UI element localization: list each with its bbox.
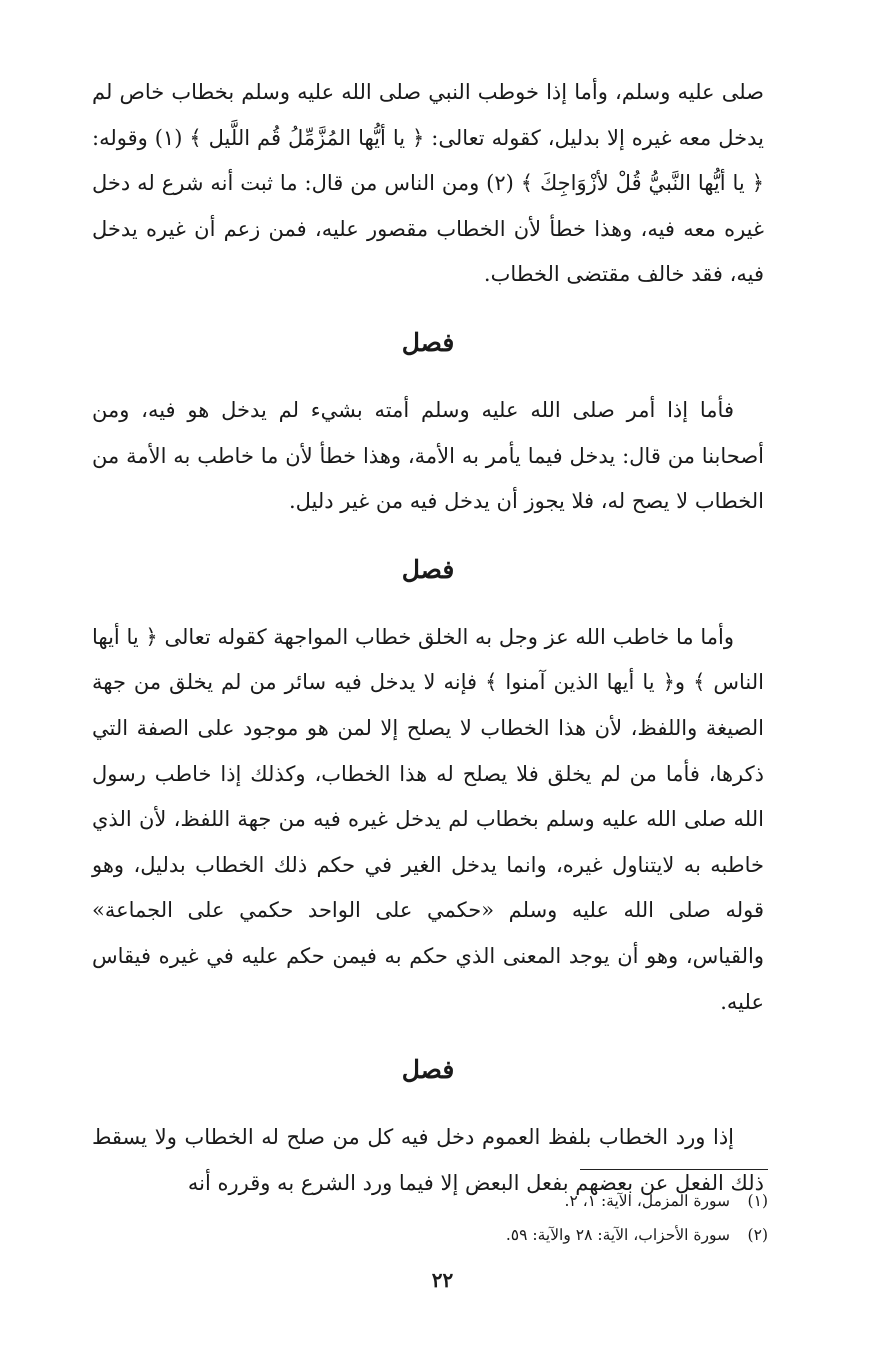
footnote-number: (١) xyxy=(747,1192,768,1210)
page-number: ٢٢ xyxy=(431,1268,454,1292)
paragraph-4: إذا ورد الخطاب بلفظ العموم دخل فيه كل من صلح له الخطاب ولا يسقط ذلك الفعل عن بعضهم بفعل البعض إلا فيما ورد الشرع به وقرره أنه xyxy=(92,1125,764,1195)
main-text xyxy=(92,70,764,1206)
footnote-1 xyxy=(300,1184,768,1218)
section-heading-1: فصل xyxy=(401,327,455,357)
footnote-2 xyxy=(300,1218,768,1252)
paragraph-3: وأما ما خاطب الله عز وجل به الخلق خطاب المواجهة كقوله تعالى ﴿ يا أيها الناس ﴾ و﴿ يا أيها الذين آمنوا ﴾ فإنه لا يدخل فيه سائر من لم يخلق من جهة الصيغة واللفظ، لأن هذا الخطاب لا يصلح إلا لمن هو موجود على الصفة التي ذكرها، فأما من لم يخلق فلا يصلح له هذا الخطاب، وكذلك إذا خاطب رسول الله صلى الله عليه وسلم بخطاب لم يدخل غيره فيه من جهة اللفظ، لأن الذي خاطبه به لايتناول غيره، وانما يدخل الغير في حكم ذلك الخطاب بدليل، وهو قوله صلى الله عليه وسلم «حكمي على الواحد حكمي على الجماعة» والقياس، وهو أن يوجد المعنى الذي حكم به فيمن حكم عليه في غيره فيقاس عليه. xyxy=(92,624,764,1014)
footnote-separator xyxy=(580,1169,768,1170)
footnote-text: سورة المزمل، الآية: ١، ٢. xyxy=(564,1192,730,1210)
paragraph-2: فأما إذا أمر صلى الله عليه وسلم أمته بشيء لم يدخل هو فيه، ومن أصحابنا من قال: يدخل فيما يأمر به الأمة، وهذا خطأ لأن ما خاطب به الأمة من الخطاب لا يصح له، فلا يجوز أن يدخل فيه من غير دليل. xyxy=(92,397,764,514)
section-heading-2: فصل xyxy=(401,554,455,584)
footnote-number: (٢) xyxy=(747,1226,768,1244)
footnote-text: سورة الأحزاب، الآية: ٢٨ والآية: ٥٩. xyxy=(505,1226,730,1244)
footnotes xyxy=(300,1184,768,1252)
paragraph-1: صلى عليه وسلم، وأما إذا خوطب النبي صلى الله عليه وسلم بخطاب خاص لم يدخل معه غيره إلا بدليل، كقوله تعالى: ﴿ يا أيُّها المُزَّمِّلُ قُم اللَّيل ﴾ (١) وقوله: ﴿ يا أيُّها النَّبيُّ قُلْ لأزْوَاجِكَ ﴾ (٢) ومن الناس من قال: ما ثبت أنه شرع له دخل غيره معه فيه، وهذا خطأ لأن الخطاب مقصور عليه، فمن زعم أن غيره يدخل فيه، فقد خالف مقتضى الخطاب. xyxy=(92,80,764,287)
section-heading-3: فصل xyxy=(401,1055,455,1085)
